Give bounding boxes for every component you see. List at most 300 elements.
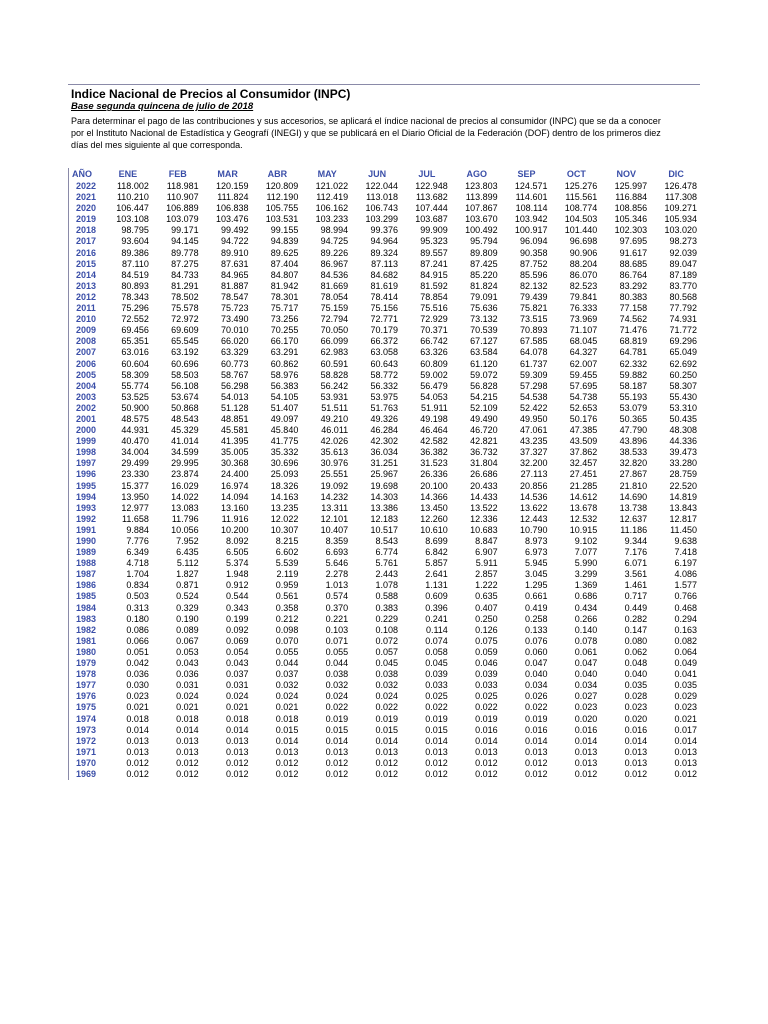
value-cell: 13.843 (669, 502, 697, 513)
value-cell: 108.114 (515, 203, 548, 214)
value-cell: 6.197 (674, 558, 697, 569)
year-cell: 2021 (75, 192, 97, 203)
value-cell: 63.016 (121, 347, 149, 358)
value-cell: 12.183 (370, 513, 398, 524)
value-cell: 35.613 (320, 447, 349, 458)
value-cell: 62.332 (619, 358, 648, 369)
value-cell: 0.048 (624, 658, 648, 669)
value-cell: 88.685 (619, 258, 648, 269)
value-cell: 41.395 (220, 436, 249, 447)
value-cell: 31.251 (370, 458, 398, 469)
value-cell: 75.717 (270, 303, 299, 314)
value-cell: 1.948 (225, 569, 249, 580)
year-cell: 1978 (75, 669, 97, 680)
value-cell: 48.308 (669, 425, 697, 436)
value-cell: 0.147 (624, 624, 648, 635)
year-cell: 2009 (75, 325, 97, 336)
table-row (69, 547, 701, 558)
year-cell: 2002 (75, 402, 97, 413)
table-row (69, 336, 701, 347)
value-cell: 113.682 (415, 192, 448, 203)
value-cell: 0.019 (425, 713, 448, 724)
value-cell: 99.492 (220, 225, 249, 236)
value-cell: 0.370 (325, 602, 349, 613)
value-cell: 0.282 (624, 613, 648, 624)
value-cell: 32.200 (519, 458, 548, 469)
value-cell: 29.499 (121, 458, 149, 469)
value-cell: 0.037 (275, 669, 299, 680)
value-cell: 0.053 (176, 646, 199, 657)
value-cell: 106.838 (215, 203, 249, 214)
value-cell: 50.868 (171, 402, 199, 413)
value-cell: 0.047 (574, 658, 598, 669)
value-cell: 70.050 (320, 325, 349, 336)
year-cell: 1984 (75, 602, 97, 613)
value-cell: 14.022 (171, 491, 199, 502)
value-cell: 0.038 (375, 669, 398, 680)
value-cell: 54.105 (270, 391, 299, 402)
value-cell: 103.942 (514, 214, 548, 225)
value-cell: 122.948 (415, 181, 448, 191)
value-cell: 42.026 (320, 436, 349, 447)
value-cell: 0.468 (674, 602, 697, 613)
value-cell: 67.127 (470, 336, 498, 347)
value-cell: 11.796 (171, 513, 199, 524)
value-cell: 0.014 (325, 735, 349, 746)
value-cell: 0.022 (475, 702, 498, 713)
table-row (69, 314, 701, 325)
value-cell: 46.284 (370, 425, 398, 436)
value-cell: 25.967 (370, 469, 398, 480)
value-cell: 0.871 (176, 580, 199, 591)
value-cell: 8.973 (524, 536, 548, 546)
value-cell: 6.842 (425, 547, 448, 558)
year-cell: 1998 (75, 447, 97, 458)
value-cell: 58.828 (320, 369, 349, 380)
year-cell: 2014 (75, 269, 97, 280)
value-cell: 75.516 (420, 303, 448, 314)
value-cell: 14.819 (669, 491, 697, 502)
value-cell: 75.578 (171, 303, 199, 314)
year-cell: 2001 (75, 413, 97, 424)
column-header-month: ABR (267, 169, 288, 179)
value-cell: 14.612 (569, 491, 598, 502)
value-cell: 0.066 (126, 635, 149, 646)
value-cell: 14.163 (270, 491, 299, 502)
value-cell: 53.931 (320, 391, 349, 402)
value-cell: 103.079 (166, 214, 199, 225)
value-cell: 45.840 (270, 425, 299, 436)
value-cell: 1.827 (176, 569, 199, 580)
value-cell: 106.889 (166, 203, 199, 214)
value-cell: 56.298 (220, 380, 249, 391)
value-cell: 0.912 (225, 580, 249, 591)
value-cell: 53.310 (669, 402, 697, 413)
value-cell: 0.013 (325, 746, 349, 757)
value-cell: 99.155 (270, 225, 299, 236)
value-cell: 0.524 (176, 591, 199, 602)
value-cell: 12.101 (320, 513, 349, 524)
value-cell: 58.772 (370, 369, 398, 380)
value-cell: 65.545 (171, 336, 199, 347)
value-cell: 52.109 (470, 402, 498, 413)
value-cell: 81.619 (370, 280, 398, 291)
value-cell: 66.372 (370, 336, 398, 347)
value-cell: 4.718 (126, 558, 149, 569)
table-row (69, 325, 701, 336)
value-cell: 0.014 (126, 724, 149, 735)
table-row (69, 525, 701, 536)
column-header-month: AGO (466, 169, 487, 179)
table-row (69, 214, 701, 225)
value-cell: 7.776 (126, 536, 149, 546)
value-cell: 0.078 (574, 635, 598, 646)
value-cell: 99.909 (420, 225, 448, 236)
value-cell: 0.024 (375, 691, 398, 702)
column-header-month: OCT (566, 169, 586, 179)
value-cell: 63.584 (470, 347, 498, 358)
table-row (69, 347, 701, 358)
value-cell: 0.329 (176, 602, 199, 613)
value-cell: 89.386 (121, 247, 149, 258)
value-cell: 107.867 (465, 203, 498, 214)
column-header-month: NOV (616, 169, 636, 179)
value-cell: 34.004 (121, 447, 149, 458)
value-cell: 0.258 (524, 613, 548, 624)
value-cell: 57.695 (569, 380, 598, 391)
value-cell: 72.794 (320, 314, 349, 325)
column-header-month: JUN (368, 169, 387, 179)
value-cell: 0.012 (325, 757, 349, 768)
value-cell: 37.862 (569, 447, 598, 458)
value-cell: 0.012 (425, 768, 448, 779)
value-cell: 93.604 (121, 236, 149, 247)
value-cell: 54.215 (470, 391, 498, 402)
value-cell: 87.241 (420, 258, 448, 269)
table-row (69, 248, 701, 259)
value-cell: 0.012 (475, 768, 498, 779)
year-cell: 1985 (75, 591, 97, 602)
value-cell: 69.296 (669, 336, 697, 347)
value-cell: 73.969 (569, 314, 598, 325)
value-cell: 10.200 (220, 524, 249, 535)
value-cell: 13.622 (519, 502, 548, 513)
value-cell: 50.900 (121, 402, 149, 413)
value-cell: 75.636 (470, 303, 498, 314)
year-cell: 1976 (75, 691, 97, 702)
value-cell: 0.043 (225, 658, 249, 669)
value-cell: 0.014 (524, 735, 548, 746)
value-cell: 36.034 (370, 447, 398, 458)
value-cell: 87.631 (220, 258, 249, 269)
value-cell: 0.022 (425, 702, 448, 713)
value-cell: 103.299 (365, 214, 398, 225)
value-cell: 2.641 (425, 569, 448, 580)
value-cell: 37.327 (519, 447, 548, 458)
value-cell: 0.080 (624, 635, 648, 646)
value-cell: 6.435 (176, 547, 199, 558)
value-cell: 35.332 (270, 447, 299, 458)
table-row (69, 725, 701, 736)
value-cell: 0.015 (275, 724, 299, 735)
value-cell: 87.110 (121, 258, 149, 269)
value-cell: 63.058 (370, 347, 398, 358)
value-cell: 0.014 (425, 735, 448, 746)
value-cell: 86.967 (320, 258, 349, 269)
table-row (69, 236, 701, 247)
value-cell: 81.887 (220, 280, 249, 291)
value-cell: 1.222 (475, 580, 498, 591)
value-cell: 89.557 (420, 247, 448, 258)
value-cell: 52.422 (519, 402, 548, 413)
value-cell: 0.013 (524, 746, 548, 757)
value-cell: 97.695 (619, 236, 648, 247)
year-cell: 1992 (75, 513, 97, 524)
value-cell: 0.072 (375, 635, 398, 646)
value-cell: 0.042 (126, 658, 149, 669)
table-row (69, 392, 701, 403)
value-cell: 5.911 (475, 558, 498, 569)
value-cell: 90.906 (569, 247, 598, 258)
value-cell: 56.332 (370, 380, 398, 391)
value-cell: 94.725 (320, 236, 349, 247)
value-cell: 55.774 (121, 380, 149, 391)
table-row (69, 492, 701, 503)
value-cell: 8.543 (375, 536, 398, 546)
value-cell: 0.016 (475, 724, 498, 735)
value-cell: 0.024 (176, 691, 199, 702)
value-cell: 0.036 (176, 669, 199, 680)
value-cell: 56.108 (171, 380, 199, 391)
value-cell: 46.464 (420, 425, 448, 436)
value-cell: 70.255 (270, 325, 299, 336)
value-cell: 0.023 (126, 691, 149, 702)
value-cell: 30.368 (220, 458, 249, 469)
value-cell: 0.024 (325, 691, 349, 702)
value-cell: 87.189 (669, 269, 697, 280)
value-cell: 0.103 (325, 624, 349, 635)
value-cell: 66.742 (420, 336, 448, 347)
value-cell: 60.604 (121, 358, 149, 369)
value-cell: 49.210 (320, 413, 349, 424)
value-cell: 60.773 (220, 358, 249, 369)
value-cell: 100.492 (465, 225, 498, 236)
document (68, 84, 700, 779)
value-cell: 49.097 (270, 413, 299, 424)
value-cell: 16.029 (171, 480, 199, 491)
value-cell: 6.973 (524, 547, 548, 558)
value-cell: 83.770 (669, 280, 697, 291)
value-cell: 0.343 (225, 602, 249, 613)
value-cell: 53.975 (370, 391, 398, 402)
value-cell: 0.043 (176, 658, 199, 669)
year-cell: 1999 (75, 436, 97, 447)
value-cell: 88.204 (569, 258, 598, 269)
value-cell: 0.022 (325, 702, 349, 713)
value-cell: 27.867 (619, 469, 648, 480)
table-row (69, 658, 701, 669)
value-cell: 47.061 (519, 425, 548, 436)
value-cell: 0.035 (674, 680, 697, 691)
value-cell: 58.767 (220, 369, 249, 380)
value-cell: 19.698 (370, 480, 398, 491)
value-cell: 106.743 (365, 203, 398, 214)
value-cell: 0.012 (176, 757, 199, 768)
value-cell: 52.653 (569, 402, 598, 413)
value-cell: 7.176 (624, 547, 648, 558)
value-cell: 12.336 (470, 513, 498, 524)
year-cell: 1995 (75, 480, 97, 491)
value-cell: 0.058 (425, 646, 448, 657)
value-cell: 66.170 (270, 336, 299, 347)
value-cell: 1.577 (674, 580, 697, 591)
value-cell: 0.013 (624, 746, 648, 757)
value-cell: 0.503 (126, 591, 149, 602)
value-cell: 44.931 (121, 425, 149, 436)
value-cell: 84.682 (370, 269, 398, 280)
value-cell: 10.683 (470, 524, 498, 535)
value-cell: 13.083 (171, 502, 199, 513)
value-cell: 10.517 (370, 524, 398, 535)
value-cell: 0.039 (425, 669, 448, 680)
value-cell: 0.544 (225, 591, 249, 602)
value-cell: 14.433 (470, 491, 498, 502)
value-cell: 14.690 (619, 491, 648, 502)
value-cell: 48.851 (220, 413, 249, 424)
value-cell: 72.771 (370, 314, 398, 325)
value-cell: 50.176 (569, 413, 598, 424)
value-cell: 51.128 (220, 402, 249, 413)
value-cell: 36.382 (420, 447, 448, 458)
page-subtitle: Base segunda quincena de julio de 2018 (71, 101, 254, 112)
value-cell: 5.646 (325, 558, 349, 569)
value-cell: 95.794 (470, 236, 498, 247)
value-cell: 92.039 (669, 247, 697, 258)
table-row (69, 558, 701, 569)
value-cell: 59.072 (470, 369, 498, 380)
value-cell: 0.012 (574, 768, 598, 779)
value-cell: 20.433 (470, 480, 498, 491)
value-cell: 63.192 (171, 347, 199, 358)
value-cell: 0.034 (524, 680, 548, 691)
value-cell: 84.807 (270, 269, 299, 280)
value-cell: 0.045 (375, 658, 398, 669)
value-cell: 54.538 (519, 391, 548, 402)
value-cell: 7.952 (176, 536, 199, 546)
value-cell: 0.020 (624, 713, 648, 724)
value-cell: 14.303 (370, 491, 398, 502)
value-cell: 13.738 (619, 502, 648, 513)
value-cell: 5.990 (574, 558, 598, 569)
table-row (69, 736, 701, 747)
value-cell: 84.536 (320, 269, 349, 280)
value-cell: 108.774 (564, 203, 598, 214)
value-cell: 2.278 (325, 569, 349, 580)
value-cell: 8.092 (225, 536, 249, 546)
value-cell: 0.040 (574, 669, 598, 680)
value-cell: 59.882 (619, 369, 648, 380)
year-cell: 1996 (75, 469, 97, 480)
value-cell: 49.950 (519, 413, 548, 424)
value-cell: 0.026 (524, 691, 548, 702)
value-cell: 5.945 (524, 558, 548, 569)
value-cell: 0.089 (176, 624, 199, 635)
value-cell: 7.077 (574, 547, 598, 558)
value-cell: 0.012 (624, 768, 648, 779)
value-cell: 81.291 (171, 280, 199, 291)
year-cell: 2006 (75, 358, 97, 369)
year-cell: 2012 (75, 291, 97, 302)
value-cell: 0.114 (425, 624, 448, 635)
value-cell: 9.344 (624, 536, 648, 546)
value-cell: 0.686 (574, 591, 598, 602)
value-cell: 0.588 (375, 591, 398, 602)
value-cell: 8.215 (275, 536, 299, 546)
value-cell: 36.732 (470, 447, 498, 458)
table-row (69, 192, 701, 203)
value-cell: 10.790 (519, 524, 548, 535)
value-cell: 73.256 (270, 314, 299, 325)
value-cell: 10.307 (270, 524, 299, 535)
year-cell: 1997 (75, 458, 97, 469)
value-cell: 27.113 (520, 469, 548, 480)
table-row (69, 303, 701, 314)
value-cell: 0.039 (475, 669, 498, 680)
value-cell: 56.828 (470, 380, 498, 391)
table-row (69, 769, 701, 780)
value-cell: 42.821 (470, 436, 498, 447)
value-cell: 75.296 (121, 303, 149, 314)
value-cell: 6.071 (624, 558, 648, 569)
value-cell: 57.298 (519, 380, 548, 391)
value-cell: 87.425 (470, 258, 498, 269)
value-cell: 0.013 (225, 735, 249, 746)
year-cell: 2004 (75, 380, 97, 391)
value-cell: 50.365 (619, 413, 648, 424)
value-cell: 99.171 (171, 225, 199, 236)
value-cell: 103.476 (215, 214, 249, 225)
value-cell: 51.407 (270, 402, 299, 413)
value-cell: 58.503 (171, 369, 199, 380)
value-cell: 0.023 (674, 702, 697, 713)
value-cell: 0.212 (275, 613, 299, 624)
value-cell: 60.696 (171, 358, 199, 369)
inpc-table (69, 168, 701, 780)
value-cell: 0.014 (176, 724, 199, 735)
table-row (69, 758, 701, 769)
value-cell: 0.015 (325, 724, 349, 735)
value-cell: 0.070 (275, 635, 299, 646)
year-cell: 2011 (76, 303, 96, 314)
value-cell: 66.020 (220, 336, 249, 347)
value-cell: 79.439 (519, 291, 548, 302)
value-cell: 103.687 (415, 214, 448, 225)
value-cell: 1.131 (425, 580, 448, 591)
value-cell: 20.100 (420, 480, 448, 491)
value-cell: 0.013 (425, 746, 448, 757)
value-cell: 112.419 (316, 192, 349, 203)
value-cell: 0.055 (275, 646, 299, 657)
value-cell: 38.533 (619, 447, 648, 458)
value-cell: 51.511 (321, 402, 349, 413)
value-cell: 79.091 (470, 291, 498, 302)
table-row (69, 702, 701, 713)
value-cell: 64.327 (569, 347, 598, 358)
value-cell: 82.523 (569, 280, 598, 291)
value-cell: 109.271 (664, 203, 697, 214)
value-cell: 13.386 (370, 502, 398, 513)
year-cell: 1982 (75, 624, 97, 635)
